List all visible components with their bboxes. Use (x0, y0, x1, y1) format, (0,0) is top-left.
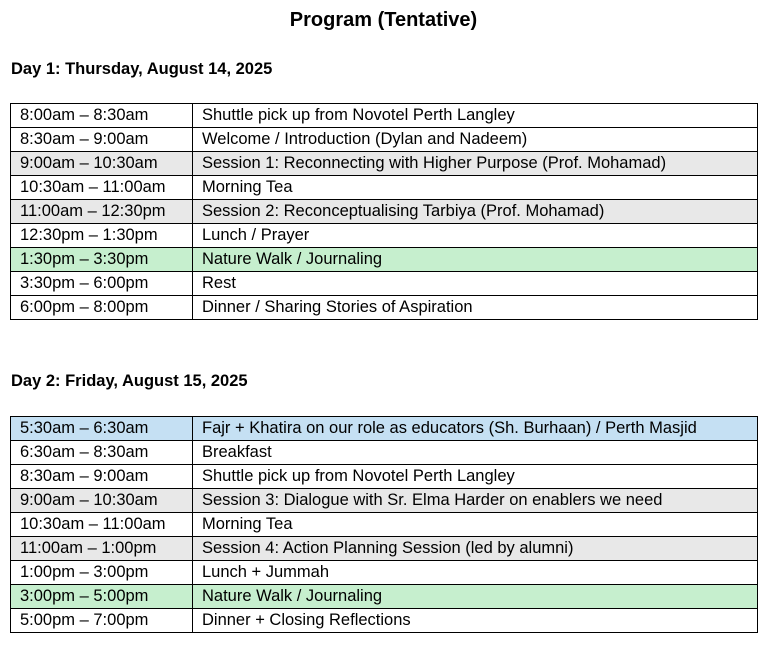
activity-cell: Morning Tea (193, 176, 758, 200)
activity-cell: Session 2: Reconceptualising Tarbiya (Prof. Mohamad) (193, 200, 758, 224)
activity-cell: Dinner + Closing Reflections (193, 609, 758, 633)
time-cell: 3:00pm – 5:00pm (11, 585, 193, 609)
time-cell: 11:00am – 1:00pm (11, 537, 193, 561)
time-cell: 1:30pm – 3:30pm (11, 248, 193, 272)
schedule-row (11, 104, 758, 128)
schedule-row (11, 489, 758, 513)
day-1-schedule-body (11, 104, 758, 320)
schedule-row (11, 152, 758, 176)
schedule-row (11, 272, 758, 296)
day-1-heading: Day 1: Thursday, August 14, 2025 (11, 60, 273, 78)
schedule-row (11, 176, 758, 200)
activity-cell: Morning Tea (193, 513, 758, 537)
time-cell: 11:00am – 12:30pm (11, 200, 193, 224)
schedule-row (11, 585, 758, 609)
activity-cell: Session 3: Dialogue with Sr. Elma Harder on enablers we need (193, 489, 758, 513)
page-title: Program (Tentative) (289, 9, 478, 31)
time-cell: 5:00pm – 7:00pm (11, 609, 193, 633)
activity-cell: Lunch + Jummah (193, 561, 758, 585)
day-1-schedule-table (10, 103, 758, 320)
time-cell: 10:30am – 11:00am (11, 176, 193, 200)
activity-cell: Welcome / Introduction (Dylan and Nadeem) (193, 128, 758, 152)
activity-cell: Dinner / Sharing Stories of Aspiration (193, 296, 758, 320)
time-cell: 6:30am – 8:30am (11, 441, 193, 465)
time-cell: 6:00pm – 8:00pm (11, 296, 193, 320)
time-cell: 9:00am – 10:30am (11, 152, 193, 176)
schedule-row (11, 561, 758, 585)
activity-cell: Shuttle pick up from Novotel Perth Langley (193, 104, 758, 128)
schedule-row (11, 128, 758, 152)
activity-cell: Rest (193, 272, 758, 296)
activity-cell: Nature Walk / Journaling (193, 585, 758, 609)
schedule-row (11, 417, 758, 441)
activity-cell: Session 4: Action Planning Session (led by alumni) (193, 537, 758, 561)
time-cell: 8:30am – 9:00am (11, 128, 193, 152)
time-cell: 8:00am – 8:30am (11, 104, 193, 128)
day-2-schedule-body (11, 417, 758, 633)
schedule-row (11, 513, 758, 537)
time-cell: 10:30am – 11:00am (11, 513, 193, 537)
time-cell: 5:30am – 6:30am (11, 417, 193, 441)
time-cell: 1:00pm – 3:00pm (11, 561, 193, 585)
schedule-row (11, 609, 758, 633)
day-2-schedule-table (10, 416, 758, 633)
time-cell: 8:30am – 9:00am (11, 465, 193, 489)
activity-cell: Session 1: Reconnecting with Higher Purpose (Prof. Mohamad) (193, 152, 758, 176)
schedule-row (11, 441, 758, 465)
schedule-row (11, 200, 758, 224)
schedule-row (11, 296, 758, 320)
schedule-row (11, 248, 758, 272)
activity-cell: Breakfast (193, 441, 758, 465)
activity-cell: Shuttle pick up from Novotel Perth Langley (193, 465, 758, 489)
activity-cell: Lunch / Prayer (193, 224, 758, 248)
activity-cell: Fajr + Khatira on our role as educators (Sh. Burhaan) / Perth Masjid (193, 417, 758, 441)
schedule-row (11, 537, 758, 561)
schedule-row (11, 224, 758, 248)
time-cell: 3:30pm – 6:00pm (11, 272, 193, 296)
time-cell: 9:00am – 10:30am (11, 489, 193, 513)
activity-cell: Nature Walk / Journaling (193, 248, 758, 272)
day-2-heading: Day 2: Friday, August 15, 2025 (11, 372, 248, 390)
schedule-row (11, 465, 758, 489)
time-cell: 12:30pm – 1:30pm (11, 224, 193, 248)
